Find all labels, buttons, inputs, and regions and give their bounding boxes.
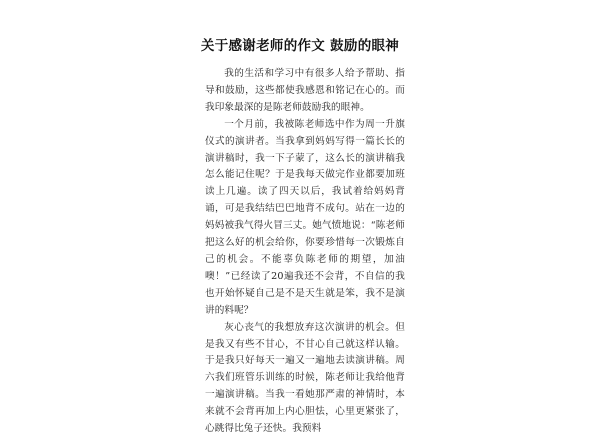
paragraph-1: 我的生活和学习中有很多人给予帮助、指导和鼓励，这些都使我感恩和铭记在心的。而我印象最深的是陈老师鼓励我的眼神。 [205,68,405,113]
paragraph-3: 灰心丧气的我想放弃这次演讲的机会。但是我又有些不甘心，不甘心自己就这样认输。于是我只好每天一遍又一遍地去读演讲稿。周六我们班管乐训练的时候，陈老师让我给他背一遍演讲稿。当我一看她那严肃的神情时，本来就不会背再加上内心胆怯，心里更紧张了，心跳得比兔子还快。我预料 [205,321,405,435]
document-title: 关于感谢老师的作文 鼓励的眼神 [200,38,400,54]
document-body [205,66,405,438]
paragraph-2: 一个月前，我被陈老师选中作为周一升旗仪式的演讲者。当我拿到妈妈写得一篇长长的演讲稿时，我一下子蒙了，这么长的演讲稿我怎么能记住呢？于是我每天做完作业都要加班读上几遍。读了四天以后，我试着给妈妈背诵，可是我结结巴巴地背不成句。站在一边的妈妈被我气得火冒三丈。她气愤地说：“陈老师把这么好的机会给你，你要珍惜每一次锻炼自己的机会。不能辜负陈老师的期望，加油噢！”已经读了20遍我还不会背，不自信的我也开始怀疑自己是不是天生就是笨，我不是演讲的料呢？ [205,118,405,316]
